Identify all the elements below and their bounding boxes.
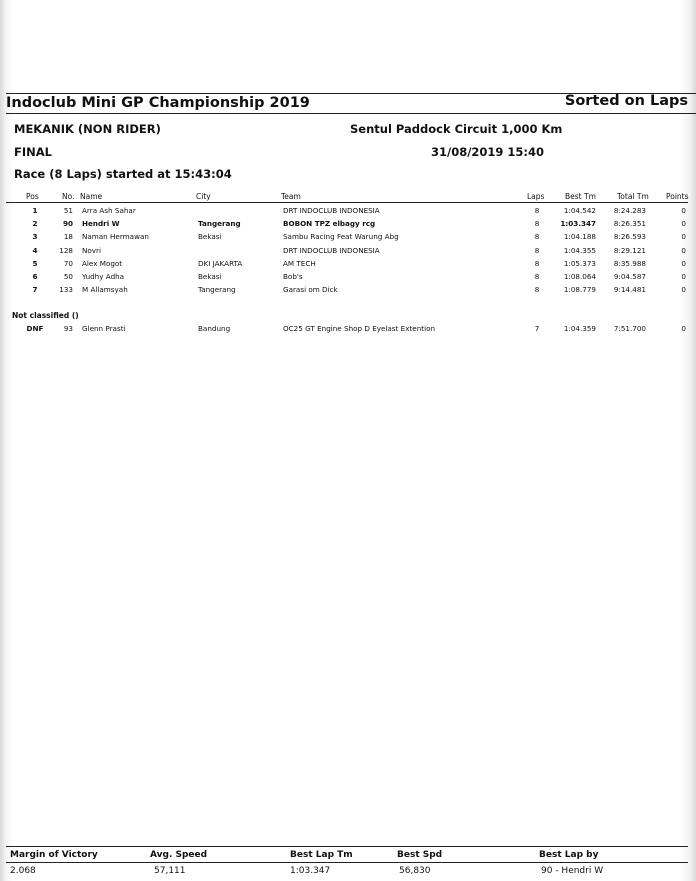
- cell-team: DRT INDOCLUB INDONESIA: [283, 206, 380, 215]
- cell-no: 133: [59, 285, 73, 295]
- best-lap-label: Best Lap Tm: [290, 850, 353, 860]
- cell-total: 7:51.700: [613, 324, 646, 333]
- margin-label: Margin of Victory: [10, 850, 98, 860]
- cell-points: 0: [681, 232, 686, 242]
- cell-team: DRT INDOCLUB INDONESIA: [283, 245, 380, 255]
- cell-laps: 7: [534, 324, 540, 333]
- cell-name: Glenn Prasti: [82, 324, 126, 333]
- cell-total: 8:24.283: [613, 206, 646, 215]
- title-rule: [6, 113, 696, 114]
- table-row: [0, 219, 696, 229]
- cell-city: Bandung: [198, 324, 231, 333]
- cell-points: 0: [681, 324, 686, 333]
- cell-team: Garasi om Dick: [283, 285, 338, 295]
- best-lap-value: 1:03.347: [290, 866, 331, 876]
- cell-no: 90: [62, 219, 73, 229]
- col-best: Best Tm: [565, 192, 596, 201]
- cell-total: 9:04.587: [613, 272, 646, 281]
- cell-city: Bekasi: [198, 272, 222, 281]
- cell-pos: 5: [32, 258, 38, 268]
- page-title: Indoclub Mini GP Championship 2019: [6, 95, 310, 111]
- best-lap-by-label: Best Lap by: [539, 850, 599, 860]
- cell-laps: 8: [534, 206, 540, 215]
- cell-pos: 4: [32, 245, 38, 255]
- col-city: City: [196, 192, 211, 201]
- col-pos: Pos: [26, 192, 39, 201]
- cell-name: Yudhy Adha: [82, 272, 125, 281]
- race-datetime: 31/08/2019 15:40: [431, 145, 545, 159]
- cell-name: Alex Mogot: [82, 258, 123, 268]
- cell-team: Bob's: [283, 272, 303, 281]
- cell-best: 1:04.188: [563, 232, 596, 242]
- best-lap-by-value: 90 - Hendri W: [541, 866, 604, 876]
- cell-pos: 6: [32, 272, 38, 281]
- table-row: [0, 206, 696, 216]
- cell-best: 1:03.347: [560, 219, 596, 229]
- cell-laps: 8: [534, 272, 540, 281]
- cell-pos: DNF: [26, 324, 44, 333]
- cell-points: 0: [681, 245, 686, 255]
- header-rule: [6, 202, 688, 203]
- cell-best: 1:05.373: [563, 258, 596, 268]
- cell-best: 1:08.064: [563, 272, 596, 281]
- footer-rule: [6, 846, 688, 847]
- cell-points: 0: [681, 258, 686, 268]
- cell-best: 1:04.355: [563, 245, 596, 255]
- cell-total: 8:29.121: [613, 245, 646, 255]
- table-row: [0, 259, 696, 269]
- cell-points: 0: [681, 206, 686, 215]
- cell-total: 8:35.988: [613, 258, 646, 268]
- table-row: [0, 285, 696, 295]
- cell-team: OC25 GT Engine Shop D Eyelast Extention: [283, 324, 436, 333]
- race-info: Race (8 Laps) started at 15:43:04: [14, 167, 232, 181]
- cell-team: Sambu Racing Feat Warung Abg: [283, 232, 399, 242]
- cell-no: 18: [63, 232, 73, 242]
- cell-no: 93: [63, 324, 73, 333]
- cell-pos: 2: [32, 219, 38, 229]
- cell-best: 1:04.542: [563, 206, 596, 215]
- cell-laps: 8: [534, 285, 540, 295]
- sort-label: Sorted on Laps: [564, 93, 688, 109]
- cell-laps: 8: [534, 219, 540, 229]
- cell-points: 0: [681, 219, 686, 229]
- table-row: [0, 232, 696, 242]
- best-speed-value: 56,830: [399, 866, 431, 876]
- class-name: MEKANIK (NON RIDER): [14, 122, 161, 136]
- cell-city: DKI JAKARTA: [198, 258, 243, 268]
- table-row: [0, 272, 696, 282]
- cell-name: Naman Hermawan: [82, 232, 149, 242]
- table-row: [0, 246, 696, 256]
- cell-city: Bekasi: [198, 232, 222, 242]
- circuit-name: Sentul Paddock Circuit 1,000 Km: [350, 122, 563, 136]
- not-classified-label: Not classified (): [12, 311, 79, 320]
- cell-team: BOBON TPZ elbagy rcg: [283, 219, 376, 229]
- cell-pos: 3: [32, 232, 38, 242]
- cell-name: M Allamsyah: [82, 285, 128, 295]
- cell-total: 8:26.593: [613, 232, 646, 242]
- cell-laps: 8: [534, 245, 540, 255]
- col-total: Total Tm: [617, 192, 649, 201]
- cell-no: 50: [63, 272, 73, 281]
- cell-points: 0: [681, 285, 686, 295]
- cell-pos: 1: [32, 206, 38, 215]
- col-team: Team: [281, 192, 301, 201]
- cell-no: 51: [63, 206, 73, 215]
- cell-total: 9:14.481: [613, 285, 646, 295]
- cell-name: Novri: [82, 245, 101, 255]
- col-name: Name: [80, 192, 103, 201]
- cell-pos: 7: [32, 285, 38, 295]
- session-name: FINAL: [14, 145, 52, 159]
- avg-speed-label: Avg. Speed: [150, 850, 208, 860]
- best-speed-label: Best Spd: [397, 850, 443, 860]
- cell-name: Arra Ash Sahar: [82, 206, 136, 215]
- cell-no: 128: [59, 245, 73, 255]
- cell-no: 70: [63, 258, 73, 268]
- avg-speed-value: 57,111: [154, 866, 186, 876]
- col-no: No.: [62, 192, 75, 201]
- cell-laps: 8: [534, 232, 540, 242]
- cell-points: 0: [681, 272, 686, 281]
- footer-sub-rule: [6, 862, 688, 863]
- table-row: [0, 324, 696, 334]
- cell-team: AM TECH: [283, 258, 316, 268]
- cell-city: Tangerang: [198, 219, 241, 229]
- cell-laps: 8: [534, 258, 540, 268]
- cell-best: 1:08.779: [563, 285, 596, 295]
- cell-city: Tangerang: [198, 285, 236, 295]
- col-laps: Laps: [527, 192, 545, 201]
- cell-total: 8:26.351: [613, 219, 646, 229]
- cell-best: 1:04.359: [563, 324, 596, 333]
- margin-value: 2.068: [10, 866, 36, 876]
- col-points: Points: [666, 192, 689, 201]
- cell-name: Hendri W: [82, 219, 120, 229]
